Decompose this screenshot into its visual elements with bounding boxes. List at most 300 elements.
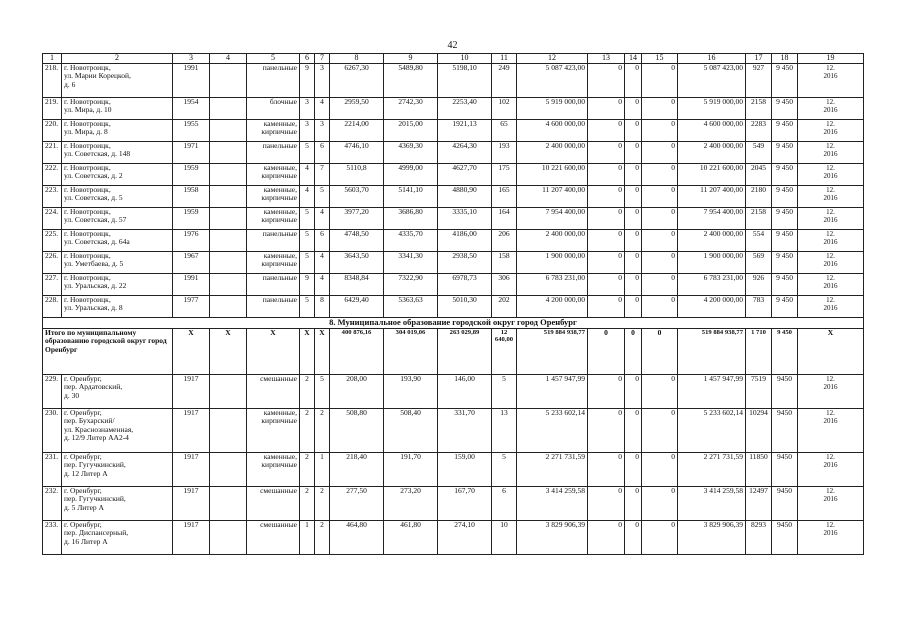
area-cell: 6978,73 (438, 274, 492, 296)
deadline-cell (798, 186, 864, 208)
max-cost-cell: 9 450 (772, 142, 798, 164)
address-line: д. 6 (64, 79, 76, 89)
fund-cost-cell: 2 271 731,59 (678, 453, 746, 487)
wall-material-line: кирпичные (261, 215, 297, 225)
total-area-cell: 400 876,16 (330, 329, 384, 375)
max-cost-cell: 9450 (772, 453, 798, 487)
area-cell: 5141,10 (384, 186, 438, 208)
column-number-cell: 9 (384, 54, 438, 64)
address-line: г. Оренбург, (64, 408, 102, 417)
address-line: г. Новотроицк, (64, 119, 111, 128)
area-cell: 4186,00 (438, 230, 492, 252)
cost-zero-cell: 0 (625, 208, 642, 230)
column-number-cell: 13 (588, 54, 625, 64)
row-number-cell: 219. (43, 98, 62, 120)
total-zero-cell: 0 (588, 329, 625, 375)
area-cell: 208,00 (330, 375, 384, 409)
cost-zero-cell: 0 (642, 521, 678, 555)
year-cell: 1977 (173, 296, 210, 318)
deadline-cell (798, 487, 864, 521)
wall-material-cell (247, 64, 300, 98)
address-line: д. 5 Литер А (64, 502, 104, 512)
cost-zero-cell: 0 (625, 186, 642, 208)
cost-zero-cell: 0 (588, 230, 625, 252)
wall-material-cell (247, 252, 300, 274)
wall-material-line: каменные, (263, 185, 297, 194)
cost-zero-cell: 0 (625, 521, 642, 555)
cost-zero-cell: 0 (625, 230, 642, 252)
area-cell: 2253,40 (438, 98, 492, 120)
table-row (43, 230, 864, 252)
cost-zero-cell: 0 (588, 120, 625, 142)
total-x-cell: Х (247, 329, 300, 375)
row-number-cell: 223. (43, 186, 62, 208)
floors-cell: 5 (300, 230, 315, 252)
residents-cell: 164 (492, 208, 517, 230)
column-number-cell: 4 (210, 54, 247, 64)
deadline-line: 12. (826, 453, 835, 461)
residents-cell: 102 (492, 98, 517, 120)
total-area-cell: 263 029,89 (438, 329, 492, 375)
residents-cell: 175 (492, 164, 517, 186)
deadline-line: 2016 (823, 128, 838, 137)
floors-cell: 2 (300, 375, 315, 409)
address-cell (62, 142, 173, 164)
floors-cell: 5 (300, 208, 315, 230)
row-number-cell: 226. (43, 252, 62, 274)
deadline-cell (798, 252, 864, 274)
max-cost-cell: 9 450 (772, 230, 798, 252)
wall-material-line: панельные (262, 63, 297, 72)
area-cell: 2015,00 (384, 120, 438, 142)
row-number-cell: 229. (43, 375, 62, 409)
area-cell: 508,80 (330, 409, 384, 453)
area-cell: 2742,30 (384, 98, 438, 120)
year-cell: 1955 (173, 120, 210, 142)
address-line: г. Новотроицк, (64, 229, 111, 238)
area-cell: 2959,50 (330, 98, 384, 120)
total-label-cell: Итого по муниципальному образованию городской округ город Оренбург (43, 329, 173, 375)
row-number-cell: 228. (43, 296, 62, 318)
deadline-cell (798, 230, 864, 252)
cost-zero-cell: 0 (642, 453, 678, 487)
wall-material-line: кирпичные (261, 193, 297, 203)
deadline-cell (798, 142, 864, 164)
cost-zero-cell: 0 (625, 142, 642, 164)
address-line: ул. Советская, д. 57 (64, 215, 127, 225)
wall-material-cell (247, 521, 300, 555)
deadline-line: 2016 (823, 461, 838, 470)
area-cell: 4369,30 (384, 142, 438, 164)
address-line: г. Оренбург, (64, 520, 102, 529)
deadline-line: 12. (826, 230, 835, 238)
wall-material-cell (247, 186, 300, 208)
address-line: д. 16 Литер А (64, 536, 108, 546)
wall-material-line: панельные (262, 229, 297, 238)
address-line: д. 30 (64, 390, 80, 400)
cost-zero-cell: 0 (642, 487, 678, 521)
entrances-cell: 3 (315, 120, 330, 142)
row-number-cell: 224. (43, 208, 62, 230)
year-cell: 1976 (173, 230, 210, 252)
column-number-cell: 8 (330, 54, 384, 64)
col4-cell (210, 142, 247, 164)
deadline-cell (798, 64, 864, 98)
area-cell: 146,00 (438, 375, 492, 409)
fund-cost-cell: 4 200 000,00 (678, 296, 746, 318)
area-cell: 2938,50 (438, 252, 492, 274)
col4-cell (210, 274, 247, 296)
floors-cell: 4 (300, 164, 315, 186)
year-cell: 1959 (173, 164, 210, 186)
fund-cost-cell: 1 457 947,99 (678, 375, 746, 409)
address-cell (62, 409, 173, 453)
address-line: д. 12 Литер А (64, 468, 108, 478)
deadline-cell (798, 453, 864, 487)
area-cell: 191,70 (384, 453, 438, 487)
area-cell: 4880,90 (438, 186, 492, 208)
address-line: ул. Мира, д. 8 (64, 127, 108, 137)
max-cost-cell: 9 450 (772, 120, 798, 142)
deadline-cell (798, 375, 864, 409)
row-number-cell: 231. (43, 453, 62, 487)
cost-zero-cell: 0 (625, 487, 642, 521)
column-number-cell: 3 (173, 54, 210, 64)
deadline-cell (798, 521, 864, 555)
cost-zero-cell: 0 (588, 186, 625, 208)
row-number-cell: 225. (43, 230, 62, 252)
cost-zero-cell: 0 (642, 186, 678, 208)
column-number-row (43, 54, 864, 64)
wall-material-line: панельные (262, 273, 297, 282)
table-row (43, 164, 864, 186)
fund-cost-cell: 2 400 000,00 (678, 230, 746, 252)
area-cell: 331,70 (438, 409, 492, 453)
area-cell: 193,90 (384, 375, 438, 409)
fund-cost-cell: 3 414 259,58 (678, 487, 746, 521)
fund-cost-cell: 10 221 600,00 (678, 164, 746, 186)
deadline-line: 12. (826, 296, 835, 304)
deadline-line: 2016 (823, 238, 838, 247)
deadline-line: 2016 (823, 529, 838, 538)
col4-cell (210, 208, 247, 230)
cost-cell: 5 087 423,00 (517, 64, 588, 98)
cost-zero-cell: 0 (588, 98, 625, 120)
cost-zero-cell: 0 (625, 375, 642, 409)
fund-cost-cell: 2 400 000,00 (678, 142, 746, 164)
cost-zero-cell: 0 (588, 142, 625, 164)
deadline-cell (798, 120, 864, 142)
address-line: пер. Диспансерный, (64, 528, 129, 538)
address-line: ул. Краснознаменная, (64, 424, 134, 434)
unit-cost-cell: 549 (746, 142, 772, 164)
floors-cell: 9 (300, 64, 315, 98)
wall-material-line: смешанные (260, 486, 297, 495)
cost-zero-cell: 0 (588, 64, 625, 98)
total-cost-cell: 519 884 938,77 (517, 329, 588, 375)
row-number-cell: 227. (43, 274, 62, 296)
table-row (43, 120, 864, 142)
unit-cost-cell: 783 (746, 296, 772, 318)
cost-zero-cell: 0 (625, 274, 642, 296)
cost-zero-cell: 0 (642, 252, 678, 274)
area-cell: 274,10 (438, 521, 492, 555)
deadline-line: 2016 (823, 172, 838, 181)
col4-cell (210, 296, 247, 318)
wall-material-cell (247, 274, 300, 296)
area-cell: 4999,00 (384, 164, 438, 186)
max-cost-cell: 9 450 (772, 164, 798, 186)
wall-material-cell (247, 487, 300, 521)
deadline-line: 2016 (823, 216, 838, 225)
column-number-cell: 6 (300, 54, 315, 64)
col4-cell (210, 521, 247, 555)
address-line: г. Новотроицк, (64, 163, 111, 172)
residents-cell: 165 (492, 186, 517, 208)
entrances-cell: 5 (315, 186, 330, 208)
total-deadline-cell: Х (798, 329, 864, 375)
cost-cell: 7 954 400,00 (517, 208, 588, 230)
row-number-cell: 232. (43, 487, 62, 521)
fund-cost-cell: 1 900 000,00 (678, 252, 746, 274)
max-cost-cell: 9 450 (772, 64, 798, 98)
floors-cell: 5 (300, 252, 315, 274)
max-cost-cell: 9 450 (772, 296, 798, 318)
max-cost-cell: 9450 (772, 521, 798, 555)
cost-zero-cell: 0 (642, 164, 678, 186)
deadline-line: 2016 (823, 150, 838, 159)
address-line: г. Оренбург, (64, 452, 102, 461)
cost-cell: 10 221 600,00 (517, 164, 588, 186)
column-number-cell: 5 (247, 54, 300, 64)
cost-zero-cell: 0 (642, 208, 678, 230)
address-line: г. Новотроицк, (64, 185, 111, 194)
area-cell: 277,50 (330, 487, 384, 521)
max-cost-cell: 9450 (772, 487, 798, 521)
wall-material-line: каменные, (263, 452, 297, 461)
address-cell (62, 521, 173, 555)
table-row (43, 208, 864, 230)
fund-cost-cell: 5 233 602,14 (678, 409, 746, 453)
year-cell: 1954 (173, 98, 210, 120)
cost-zero-cell: 0 (642, 64, 678, 98)
section-title: 8. Муниципальное образование городской округ город Оренбург (43, 318, 864, 329)
unit-cost-cell: 11850 (746, 453, 772, 487)
deadline-line: 12. (826, 274, 835, 282)
address-cell (62, 64, 173, 98)
wall-material-cell (247, 98, 300, 120)
cost-cell: 2 400 000,00 (517, 230, 588, 252)
area-cell: 273,20 (384, 487, 438, 521)
unit-cost-cell: 926 (746, 274, 772, 296)
year-cell: 1959 (173, 208, 210, 230)
cost-cell: 2 400 000,00 (517, 142, 588, 164)
deadline-line: 2016 (823, 304, 838, 313)
address-line: г. Оренбург, (64, 374, 102, 383)
address-line: ул. Советская, д. 5 (64, 193, 123, 203)
cost-cell: 6 783 231,00 (517, 274, 588, 296)
cost-zero-cell: 0 (642, 142, 678, 164)
col4-cell (210, 164, 247, 186)
deadline-line: 12. (826, 142, 835, 150)
year-cell: 1958 (173, 186, 210, 208)
wall-material-cell (247, 453, 300, 487)
area-cell: 5198,10 (438, 64, 492, 98)
area-cell: 3977,20 (330, 208, 384, 230)
table-row (43, 274, 864, 296)
max-cost-cell: 9 450 (772, 208, 798, 230)
deadline-line: 2016 (823, 72, 838, 81)
entrances-cell: 1 (315, 453, 330, 487)
deadline-cell (798, 296, 864, 318)
wall-material-line: смешанные (260, 374, 297, 383)
row-number-cell: 233. (43, 521, 62, 555)
col4-cell (210, 252, 247, 274)
max-cost-cell: 9 450 (772, 186, 798, 208)
address-line: пер. Ардатовский, (64, 382, 123, 392)
address-line: г. Оренбург, (64, 486, 102, 495)
wall-material-line: кирпичные (261, 460, 297, 470)
residents-cell: 249 (492, 64, 517, 98)
cost-zero-cell: 0 (642, 230, 678, 252)
entrances-cell: 2 (315, 487, 330, 521)
entrances-cell: 4 (315, 274, 330, 296)
unit-cost-cell: 2045 (746, 164, 772, 186)
year-cell: 1917 (173, 375, 210, 409)
cost-zero-cell: 0 (588, 375, 625, 409)
max-cost-cell: 9 450 (772, 98, 798, 120)
entrances-cell: 6 (315, 230, 330, 252)
table-row (43, 64, 864, 98)
total-fund-cost-cell: 519 884 938,77 (678, 329, 746, 375)
area-cell: 167,70 (438, 487, 492, 521)
year-cell: 1917 (173, 409, 210, 453)
entrances-cell: 2 (315, 521, 330, 555)
residents-cell: 206 (492, 230, 517, 252)
address-line: ул. Марии Корецкой, (64, 71, 131, 81)
address-cell (62, 453, 173, 487)
address-line: ул. Советская, д. 2 (64, 171, 123, 181)
col4-cell (210, 64, 247, 98)
unit-cost-cell: 569 (746, 252, 772, 274)
area-cell: 461,80 (384, 521, 438, 555)
address-cell (62, 208, 173, 230)
wall-material-line: кирпичные (261, 416, 297, 426)
table-row (43, 409, 864, 453)
deadline-line: 12. (826, 120, 835, 128)
area-cell: 7322,90 (384, 274, 438, 296)
wall-material-line: кирпичные (261, 171, 297, 181)
wall-material-cell (247, 164, 300, 186)
total-x-cell: Х (315, 329, 330, 375)
deadline-line: 12. (826, 252, 835, 260)
col4-cell (210, 487, 247, 521)
row-number-cell: 222. (43, 164, 62, 186)
address-line: пер. Гугучкинский, (64, 494, 126, 504)
housing-register-table (42, 53, 864, 555)
total-x-cell: Х (210, 329, 247, 375)
address-line: ул. Уральская, д. 22 (64, 281, 127, 291)
address-cell (62, 252, 173, 274)
total-area-cell: 304 019,06 (384, 329, 438, 375)
entrances-cell: 5 (315, 375, 330, 409)
column-number-cell: 7 (315, 54, 330, 64)
wall-material-cell (247, 208, 300, 230)
area-cell: 5010,30 (438, 296, 492, 318)
address-line: ул. Уметбаева, д. 5 (64, 259, 124, 269)
unit-cost-cell: 554 (746, 230, 772, 252)
column-number-cell: 15 (642, 54, 678, 64)
year-cell: 1917 (173, 487, 210, 521)
unit-cost-cell: 2180 (746, 186, 772, 208)
cost-zero-cell: 0 (625, 64, 642, 98)
area-cell: 5363,63 (384, 296, 438, 318)
max-cost-cell: 9 450 (772, 252, 798, 274)
column-number-cell: 12 (517, 54, 588, 64)
wall-material-cell (247, 296, 300, 318)
address-line: пер. Гугучкинский, (64, 460, 126, 470)
column-number-cell: 16 (678, 54, 746, 64)
address-line: г. Новотроицк, (64, 273, 111, 282)
max-cost-cell: 9450 (772, 409, 798, 453)
col4-cell (210, 230, 247, 252)
address-line: ул. Уральская, д. 8 (64, 303, 123, 313)
cost-zero-cell: 0 (625, 409, 642, 453)
area-cell: 5110,8 (330, 164, 384, 186)
cost-cell: 1 900 000,00 (517, 252, 588, 274)
year-cell: 1967 (173, 252, 210, 274)
fund-cost-cell: 6 783 231,00 (678, 274, 746, 296)
column-number-cell: 11 (492, 54, 517, 64)
cost-zero-cell: 0 (588, 487, 625, 521)
floors-cell: 4 (300, 186, 315, 208)
area-cell: 5489,80 (384, 64, 438, 98)
wall-material-cell (247, 375, 300, 409)
year-cell: 1917 (173, 521, 210, 555)
deadline-cell (798, 98, 864, 120)
cost-zero-cell: 0 (625, 164, 642, 186)
cost-zero-cell: 0 (642, 375, 678, 409)
cost-cell: 4 200 000,00 (517, 296, 588, 318)
column-number-cell: 19 (798, 54, 864, 64)
cost-zero-cell: 0 (642, 296, 678, 318)
cost-zero-cell: 0 (642, 120, 678, 142)
wall-material-line: панельные (262, 295, 297, 304)
table-row (43, 252, 864, 274)
address-line: г. Новотроицк, (64, 207, 111, 216)
deadline-line: 2016 (823, 383, 838, 392)
area-cell: 218,40 (330, 453, 384, 487)
deadline-line: 2016 (823, 282, 838, 291)
wall-material-line: кирпичные (261, 259, 297, 269)
cost-zero-cell: 0 (588, 164, 625, 186)
address-cell (62, 487, 173, 521)
cost-zero-cell: 0 (588, 208, 625, 230)
fund-cost-cell: 7 954 400,00 (678, 208, 746, 230)
area-cell: 4335,70 (384, 230, 438, 252)
unit-cost-cell: 927 (746, 64, 772, 98)
cost-cell: 5 233 602,14 (517, 409, 588, 453)
address-cell (62, 274, 173, 296)
area-cell: 4746,10 (330, 142, 384, 164)
total-unit-cost-cell: 1 710 (746, 329, 772, 375)
floors-cell: 2 (300, 487, 315, 521)
col4-cell (210, 186, 247, 208)
deadline-line: 12. (826, 64, 835, 72)
entrances-cell: 4 (315, 252, 330, 274)
deadline-line: 12. (826, 409, 835, 417)
table-row (43, 142, 864, 164)
